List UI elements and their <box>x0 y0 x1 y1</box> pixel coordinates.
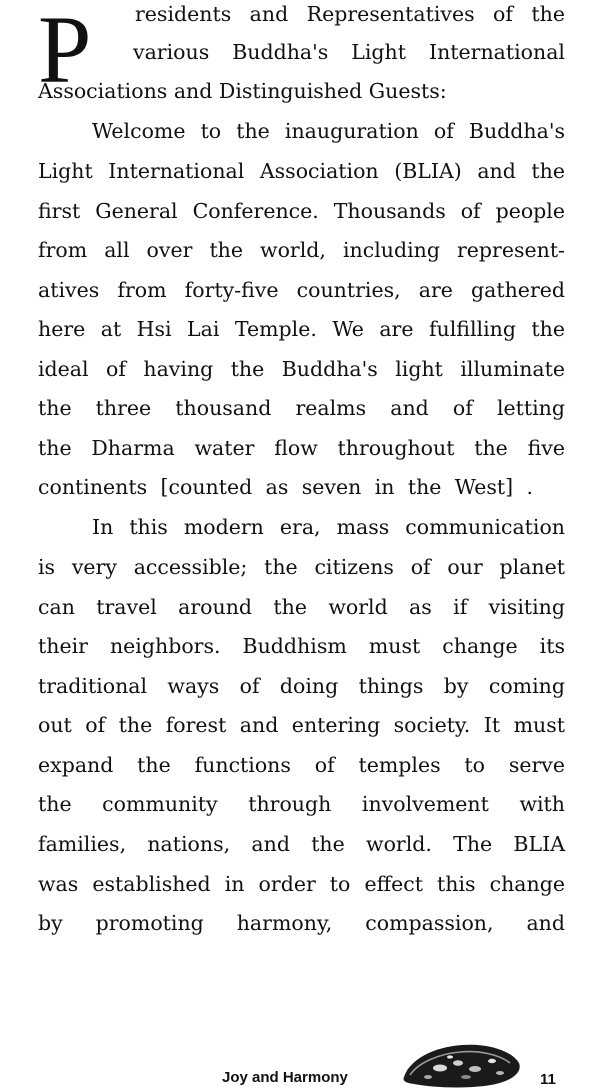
text-line: traditional ways of doing things by coming <box>38 674 565 698</box>
text-line: first General Conference. Thousands of people <box>38 199 565 223</box>
stone-ornament-icon <box>400 1037 522 1089</box>
text-line: In this modern era, mass communication <box>92 515 565 539</box>
text-line: ideal of having the Buddha's light illuminate <box>38 357 565 381</box>
text-line: can travel around the world as if visiting <box>38 595 565 619</box>
drop-cap: P <box>38 0 92 103</box>
text-line: from all over the world, including represent- <box>38 238 565 262</box>
text-line: out of the forest and entering society. It must <box>38 713 565 737</box>
text-line: is very accessible; the citizens of our planet <box>38 555 565 579</box>
text-line: the three thousand realms and of letting <box>38 396 565 420</box>
text-line: the community through involvement with <box>38 792 565 816</box>
text-line: residents and Representatives of the <box>135 2 565 26</box>
text-line: here at Hsi Lai Temple. We are fulfilling the <box>38 317 565 341</box>
text-line: families, nations, and the world. The BLIA <box>38 832 565 856</box>
text-line: atives from forty-five countries, are gathered <box>38 278 565 302</box>
text-line: various Buddha's Light International <box>133 40 565 64</box>
text-line: was established in order to effect this change <box>38 872 565 896</box>
text-line: by promoting harmony, compassion, and <box>38 911 565 935</box>
text-line: continents [counted as seven in the West] . <box>38 475 533 499</box>
text-line: expand the functions of temples to serve <box>38 753 565 777</box>
page-number: 11 <box>540 1071 556 1088</box>
text-line: Welcome to the inauguration of Buddha's <box>92 119 565 143</box>
text-line: the Dharma water flow throughout the five <box>38 436 565 460</box>
text-line: Associations and Distinguished Guests: <box>38 79 447 103</box>
text-line: Light International Association (BLIA) and the <box>38 159 565 183</box>
text-line: their neighbors. Buddhism must change its <box>38 634 565 658</box>
running-footer-title: Joy and Harmony <box>222 1069 348 1086</box>
